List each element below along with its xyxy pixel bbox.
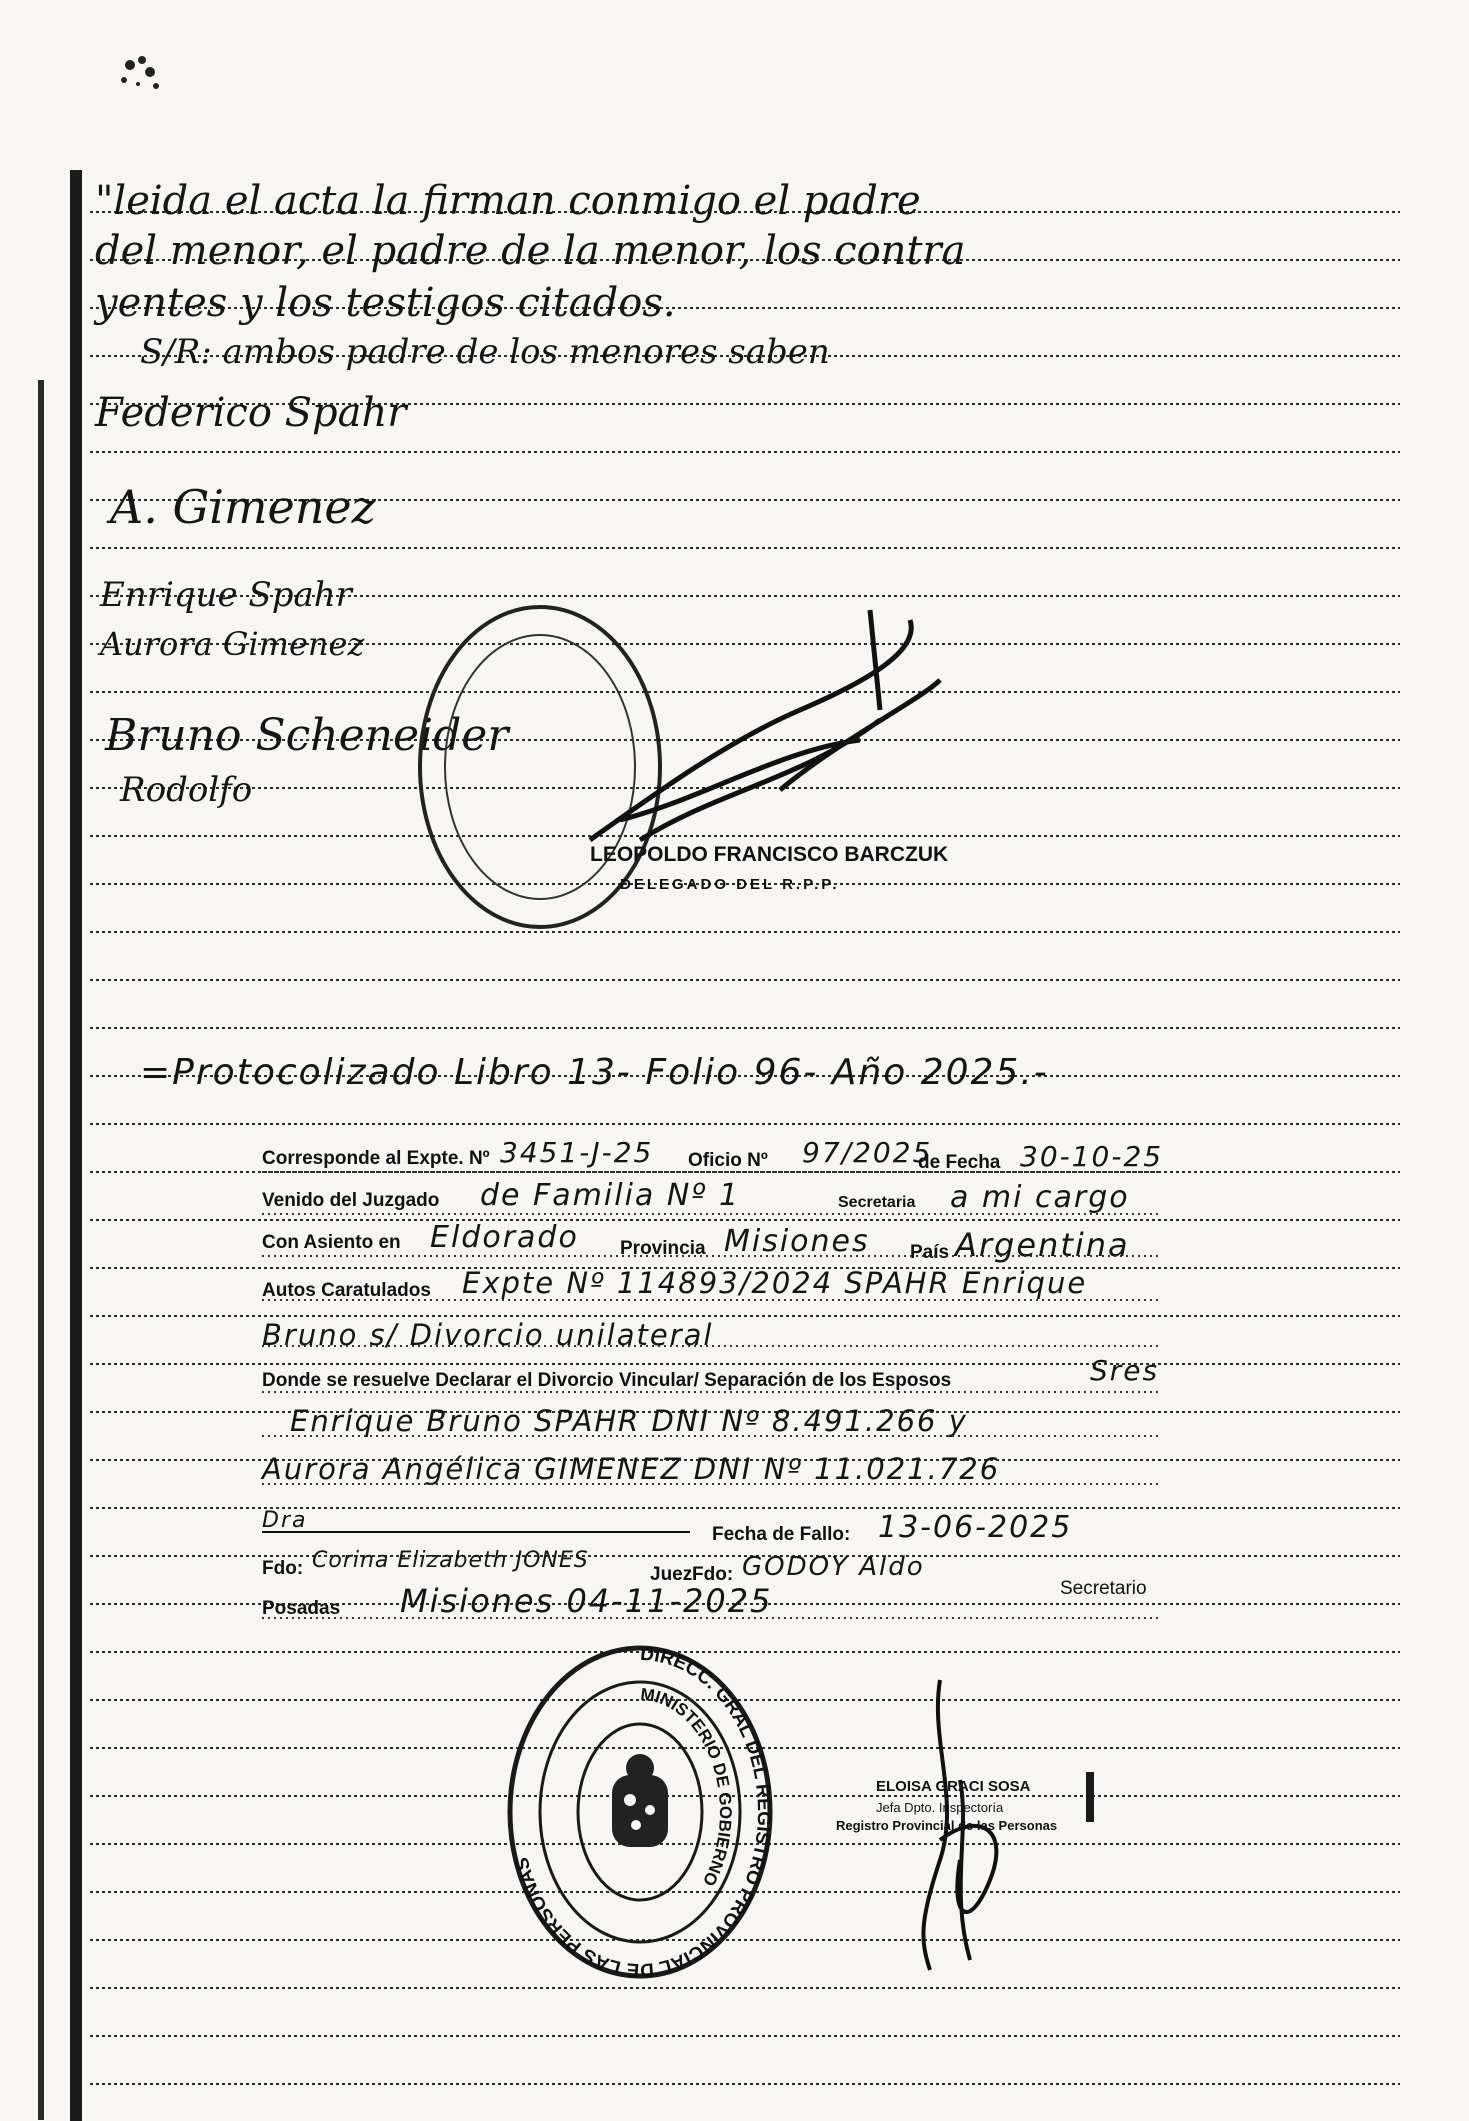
secretario-label: Secretario: [1060, 1578, 1147, 1599]
esposa-line: Aurora Angélica GIMENEZ DNI Nº 11.021.726: [262, 1452, 1001, 1486]
autos-value-2: Bruno s/ Divorcio unilateral: [262, 1318, 714, 1352]
fdo-juez-value: Corina Elizabeth JONES: [312, 1548, 589, 1573]
handwritten-line-3: yentes y los testigos citados.: [95, 280, 676, 326]
expte-label: Corresponde al Expte. Nº: [262, 1148, 490, 1169]
coat-of-arms-icon: [612, 1754, 668, 1847]
posadas-label: Posadas: [262, 1598, 341, 1619]
stamp1-title: DELEGADO DEL R.P.P.: [620, 876, 840, 893]
pais-value: Argentina: [955, 1226, 1130, 1264]
fallo-value: 13-06-2025: [878, 1510, 1073, 1545]
signer-org: Registro Provincial de las Personas: [836, 1818, 1058, 1833]
seal-ring-outer-text: DIRECC. GRAL DEL REGISTRO PROVINCIAL DE LAS PERSONAS: [511, 1643, 775, 1980]
signer-name: ELOISA GRACI SOSA: [876, 1778, 1031, 1795]
oficio-value: 97/2025: [802, 1136, 933, 1169]
juzgado-value: de Familia Nº 1: [480, 1178, 741, 1213]
protocol-note: =Protocolizado Libro 13- Folio 96- Año 2025.-: [140, 1052, 1049, 1093]
juez-label: Juez: [650, 1564, 693, 1585]
signature-5: Bruno Scheneider: [105, 710, 509, 761]
fdo2-label: Fdo:: [692, 1564, 734, 1585]
expte-value: 3451-J-25: [500, 1136, 654, 1169]
fdo-label: Fdo:: [262, 1558, 304, 1579]
posadas-value: Misiones 04-11-2025: [400, 1582, 773, 1620]
pais-label: País: [910, 1242, 950, 1263]
secretario-value: GODOY Aldo: [742, 1552, 925, 1582]
fecha-label: de Fecha: [918, 1152, 1001, 1173]
asiento-value: Eldorado: [430, 1220, 579, 1255]
secretaria-value: a mi cargo: [950, 1180, 1130, 1215]
signature-4: Aurora Gimenez: [100, 625, 365, 663]
signature-mark: [1086, 1772, 1094, 1822]
asiento-label: Con Asiento en: [262, 1232, 401, 1253]
stamp1-name: LEOPOLDO FRANCISCO BARCZUK: [590, 843, 949, 866]
secretaria-label: Secretaria: [838, 1194, 916, 1211]
provincia-value: Misiones: [724, 1224, 870, 1259]
oficio-label: Oficio Nº: [688, 1150, 768, 1171]
handwritten-line-2: del menor, el padre de la menor, los contra: [95, 228, 966, 274]
signature-1: Federico Spahr: [95, 390, 407, 436]
autos-value-1: Expte Nº 114893/2024 SPAHR Enrique: [462, 1266, 1088, 1300]
provincia-label: Provincia: [620, 1238, 706, 1259]
autos-label: Autos Caratulados: [262, 1280, 431, 1301]
signature-3: Enrique Spahr: [100, 575, 352, 615]
signature-2: A. Gimenez: [110, 480, 376, 534]
fecha-value: 30-10-25: [1020, 1140, 1164, 1173]
esposo-line: Enrique Bruno SPAHR DNI Nº 8.491.266 y: [290, 1404, 968, 1438]
handwritten-line-1: "leida el acta la firman conmigo el padre: [95, 178, 921, 224]
resuelve-label: Donde se resuelve Declarar el Divorcio Vincular/ Separación de los Esposos: [262, 1370, 952, 1391]
seal-ring-inner-text: MINISTERIO DE GOBIERNO: [639, 1684, 735, 1890]
fallo-prefix: Dra: [262, 1508, 308, 1533]
signature-6: Rodolfo: [120, 770, 253, 810]
handwritten-line-4: S/R: ambos padre de los menores saben: [140, 332, 830, 372]
juzgado-label: Venido del Juzgado: [262, 1190, 440, 1211]
signer-title: Jefa Dpto. Inspectoría: [876, 1800, 1004, 1815]
fallo-label: Fecha de Fallo:: [712, 1524, 851, 1545]
resuelve-value: Sres: [1090, 1354, 1160, 1387]
registry-seal-stamp: [500, 1640, 780, 1980]
